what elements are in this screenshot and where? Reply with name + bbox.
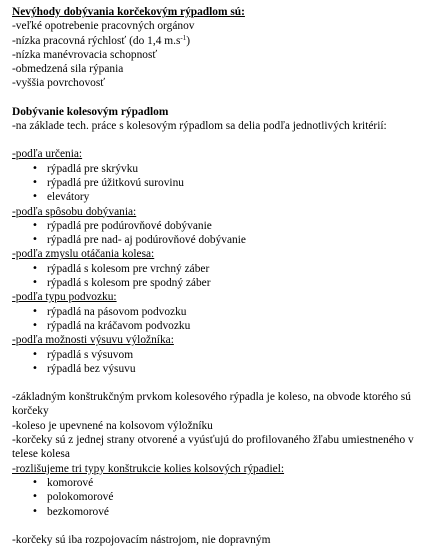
list-item: • rýpadlá s výsuvom	[12, 348, 414, 362]
list-item: • rýpadlá pre nad- aj podúrovňové dobývanie	[12, 233, 414, 247]
criterion-list	[12, 219, 414, 248]
disadvantage-item: -veľké opotrebenie pracovných orgánov	[12, 20, 195, 33]
list-item: • polokomorové	[12, 490, 414, 504]
disadvantage-item-speed	[12, 34, 414, 48]
speed-exponent: -1	[180, 33, 187, 42]
note-paragraph: -základným konštrukčným prvkom kolesového rýpadla je koleso, na obvode ktorého sú korčeky	[12, 391, 411, 418]
list-item: • rýpadlá pre podúrovňové dobývanie	[12, 219, 414, 233]
list-item: • rýpadlá na kráčavom podvozku	[12, 319, 414, 333]
criterion-label: -podľa spôsobu dobývania:	[12, 205, 137, 218]
criterion-list	[12, 348, 414, 377]
criterion-label: -podľa určenia:	[12, 148, 83, 161]
list-item: • rýpadlá pre skrývku	[12, 162, 414, 176]
disadvantage-item: -obmedzená sila rýpania	[12, 63, 124, 76]
criterion-list	[12, 162, 414, 205]
wheel-types-label: -rozlišujeme tri typy konštrukcie kolies kolsových rýpadiel:	[12, 462, 285, 475]
note-paragraph: -koleso je upevnené na kolsovom výložníku	[12, 419, 213, 432]
speed-suffix: )	[186, 34, 191, 47]
criterion-label: -podľa možnosti výsuvu výložníka:	[12, 334, 174, 347]
list-item: • rýpadlá pre úžitkovú surovinu	[12, 176, 414, 190]
list-item: • elevátory	[12, 190, 414, 204]
heading-disadvantages: Nevýhody dobývania korčekovým rýpadlom sú:	[12, 6, 245, 18]
intro-text: -na základe tech. práce s kolesovým rýpadlom sa delia podľa jednotlivých kritérií:	[12, 120, 387, 133]
list-item: • rýpadlá s kolesom pre vrchný záber	[12, 262, 414, 276]
criterion-list	[12, 305, 414, 334]
list-item: • rýpadlá bez výsuvu	[12, 362, 414, 376]
list-item: • rýpadlá na pásovom podvozku	[12, 305, 414, 319]
list-item: • komorové	[12, 476, 414, 490]
criterion-label: -podľa zmyslu otáčania kolesa:	[12, 248, 155, 261]
wheel-types-list	[12, 476, 414, 519]
heading-bucket-wheel: Dobývanie kolesovým rýpadlom	[12, 105, 169, 118]
list-item: • rýpadlá s kolesom pre spodný záber	[12, 276, 414, 290]
disadvantage-item: -vyššia povrchovosť	[12, 77, 106, 90]
criterion-list	[12, 262, 414, 291]
list-item: • bezkomorové	[12, 505, 414, 519]
disadvantage-item: -nízka manévrovacia schopnosť	[12, 48, 158, 61]
criterion-label: -podľa typu podvozku:	[12, 291, 117, 304]
note-paragraph: -korčeky sú z jednej strany otvorené a vyúsťujú do profilovaného žľabu umiestneného v telese kolesa	[12, 434, 414, 461]
speed-text: -nízka pracovná rýchlosť (do 1,4 m.s	[12, 34, 181, 47]
closing-note: -korčeky sú iba rozpojovacím nástrojom, nie dopravným	[12, 533, 271, 546]
